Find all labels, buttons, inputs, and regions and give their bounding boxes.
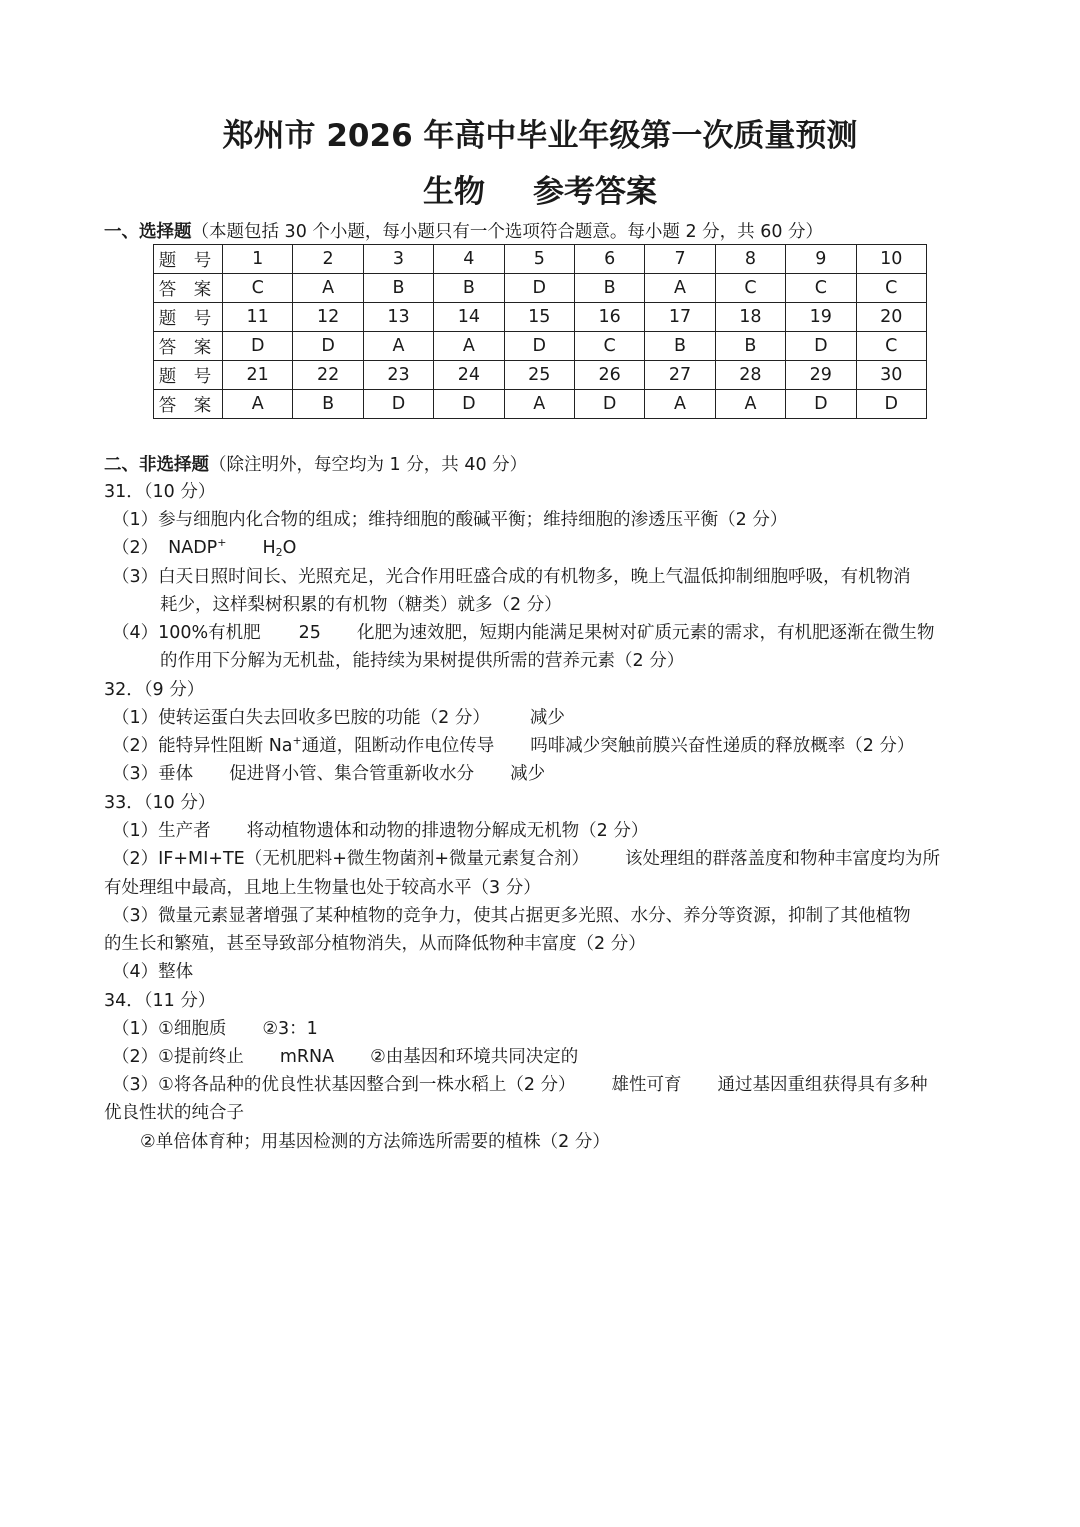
table-cell-answer: A <box>293 274 363 303</box>
table-row-answer <box>154 390 927 419</box>
table-cell-answer: D <box>574 390 644 419</box>
table-cell-answer: A <box>715 390 785 419</box>
q33-heading: 33．（10 分） <box>104 793 216 813</box>
table-cell-number: 29 <box>786 361 856 390</box>
q31-answer-2-water-o: O <box>282 538 297 558</box>
section-2-note: （除注明外，每空均为 1 分，共 40 分） <box>209 455 528 475</box>
table-cell-number: 13 <box>363 303 433 332</box>
q31-answer-3-line-1: （3）白天日照时间长、光照充足，光合作用旺盛合成的有机物多，晚上气温低抑制细胞呼吸，有机物消 <box>112 567 911 587</box>
table-cell-number: 24 <box>434 361 504 390</box>
table-cell-answer: B <box>434 274 504 303</box>
q32-answer-3 <box>112 762 545 786</box>
q32-answer-3-part-3: 减少 <box>510 764 546 784</box>
table-cell-number: 23 <box>363 361 433 390</box>
table-cell-answer: D <box>293 332 363 361</box>
table-cell-answer: B <box>574 274 644 303</box>
table-cell-number: 4 <box>434 245 504 274</box>
q34-answer-3-part-1: （3）①将各品种的优良性状基因整合到一株水稻上（2 分） <box>112 1075 576 1095</box>
table-cell-answer: D <box>434 390 504 419</box>
q34-answer-2 <box>112 1045 578 1069</box>
page-title: 郑州市 2026 年高中毕业年级第一次质量预测 <box>222 118 858 154</box>
q31-answer-2-prefix: （2） <box>112 538 159 558</box>
section-2-label: 二、非选择题 <box>104 455 209 475</box>
table-cell-number: 11 <box>223 303 293 332</box>
row-header-number: 题 号 <box>154 361 223 390</box>
q31-answer-4-line-1 <box>112 621 934 645</box>
section-1-heading <box>104 218 823 243</box>
q31-answer-3-line-2: 耗少，这样梨树积累的有机物（糖类）就多（2 分） <box>160 595 562 615</box>
table-cell-number: 22 <box>293 361 363 390</box>
table-cell-number: 1 <box>223 245 293 274</box>
q32-answer-2-part-1: （2）能特异性阻断 Na <box>112 736 293 756</box>
q34-answer-1 <box>112 1017 318 1041</box>
table-cell-number: 18 <box>715 303 785 332</box>
q31-answer-4-part-1: （4）100%有机肥 <box>112 623 261 643</box>
table-cell-number: 6 <box>574 245 644 274</box>
q33-answer-3-line-2: 的生长和繁殖，甚至导致部分植物消失，从而降低物种丰富度（2 分） <box>104 934 646 954</box>
q32-answer-2-part-2: 通道，阻断动作电位传导 <box>301 736 495 756</box>
q33-answer-1-part-1: （1）生产者 <box>112 821 211 841</box>
q31-answer-4-part-3: 化肥为速效肥，短期内能满足果树对矿质元素的需求，有机肥逐渐在微生物 <box>356 623 935 643</box>
table-cell-answer: B <box>363 274 433 303</box>
table-cell-answer: D <box>223 332 293 361</box>
q34-answer-2-part-3: ②由基因和环境共同决定的 <box>370 1047 579 1067</box>
q32-answer-2 <box>112 734 914 758</box>
q32-heading: 32．（9 分） <box>104 680 205 700</box>
table-cell-number: 14 <box>434 303 504 332</box>
q34-answer-1-part-2: ②3：1 <box>262 1019 318 1039</box>
table-cell-number: 8 <box>715 245 785 274</box>
q31-answer-2-water-subscript: 2 <box>275 546 283 559</box>
table-cell-number: 17 <box>645 303 715 332</box>
page-subtitle <box>0 166 1080 211</box>
q31-answer-2-nadp: NADP <box>168 538 218 558</box>
section-1-label: 一、选择题 <box>104 222 192 242</box>
row-header-number: 题 号 <box>154 245 223 274</box>
table-cell-answer: C <box>856 274 926 303</box>
table-cell-answer: D <box>363 390 433 419</box>
q33-answer-3-line-1: （3）微量元素显著增强了某种植物的竞争力，使其占据更多光照、水分、养分等资源，抑制了其他植物 <box>112 906 911 926</box>
q33-answer-2-part-2: 该处理组的群落盖度和物种丰富度均为所 <box>625 849 941 869</box>
q33-answer-1 <box>112 819 648 843</box>
row-header-answer: 答 案 <box>154 390 223 419</box>
multiple-choice-answer-table <box>153 244 927 419</box>
q34-answer-3-line-3: ②单倍体育种；用基因检测的方法筛选所需要的植株（2 分） <box>140 1132 610 1152</box>
table-cell-number: 7 <box>645 245 715 274</box>
table-cell-number: 27 <box>645 361 715 390</box>
table-row-number <box>154 361 927 390</box>
table-cell-answer: B <box>715 332 785 361</box>
q31-answer-1: （1）参与细胞内化合物的组成；维持细胞的酸碱平衡；维持细胞的渗透压平衡（2 分） <box>112 510 788 530</box>
table-cell-number: 5 <box>504 245 574 274</box>
table-cell-answer: D <box>786 390 856 419</box>
q32-answer-3-part-1: （3）垂体 <box>112 764 194 784</box>
section-1-note: （本题包括 30 个小题，每小题只有一个选项符合题意。每小题 2 分，共 60 分） <box>191 222 824 242</box>
table-cell-number: 20 <box>856 303 926 332</box>
q32-answer-3-part-2: 促进肾小管、集合管重新收水分 <box>229 764 475 784</box>
table-cell-answer: B <box>645 332 715 361</box>
table-cell-answer: C <box>786 274 856 303</box>
table-cell-number: 15 <box>504 303 574 332</box>
answer-key-label: 参考答案 <box>533 174 657 210</box>
table-cell-number: 16 <box>574 303 644 332</box>
q31-answer-2-nadp-charge: + <box>217 536 227 549</box>
q34-answer-1-part-1: （1）①细胞质 <box>112 1019 227 1039</box>
q31-heading: 31．（10 分） <box>104 482 216 502</box>
table-cell-answer: A <box>363 332 433 361</box>
section-2-heading <box>104 451 527 476</box>
q32-answer-2-part-3: 吗啡减少突触前膜兴奋性递质的释放概率（2 分） <box>530 736 915 756</box>
table-row-number <box>154 245 927 274</box>
table-cell-number: 30 <box>856 361 926 390</box>
q33-answer-2-part-1: （2）IF+MI+TE（无机肥料+微生物菌剂+微量元素复合剂） <box>112 849 590 869</box>
table-cell-number: 19 <box>786 303 856 332</box>
table-cell-number: 25 <box>504 361 574 390</box>
table-cell-answer: C <box>715 274 785 303</box>
row-header-number: 题 号 <box>154 303 223 332</box>
table-cell-number: 3 <box>363 245 433 274</box>
q32-answer-1-part-2: 减少 <box>529 708 565 728</box>
table-cell-number: 26 <box>574 361 644 390</box>
table-row-answer <box>154 274 927 303</box>
table-cell-answer: A <box>504 390 574 419</box>
q31-answer-2 <box>112 536 296 560</box>
q34-answer-2-part-1: （2）①提前终止 <box>112 1047 244 1067</box>
table-cell-answer: D <box>786 332 856 361</box>
table-cell-answer: D <box>856 390 926 419</box>
q33-answer-1-part-2: 将动植物遗体和动物的排遗物分解成无机物（2 分） <box>246 821 649 841</box>
table-cell-number: 9 <box>786 245 856 274</box>
q34-answer-2-part-2: mRNA <box>279 1047 335 1067</box>
q31-answer-4-line-2: 的作用下分解为无机盐，能持续为果树提供所需的营养元素（2 分） <box>160 651 685 671</box>
q33-answer-4: （4）整体 <box>112 962 194 982</box>
table-cell-number: 10 <box>856 245 926 274</box>
table-cell-number: 12 <box>293 303 363 332</box>
row-header-answer: 答 案 <box>154 274 223 303</box>
table-cell-answer: B <box>293 390 363 419</box>
table-cell-number: 2 <box>293 245 363 274</box>
table-cell-answer: D <box>504 274 574 303</box>
q34-answer-3-part-3: 通过基因重组获得具有多种 <box>717 1075 928 1095</box>
table-cell-answer: D <box>504 332 574 361</box>
table-cell-answer: C <box>856 332 926 361</box>
q31-answer-2-water-h: H <box>262 538 276 558</box>
subject-label: 生物 <box>423 174 485 210</box>
q33-answer-2-line-1 <box>112 847 940 871</box>
table-cell-number: 21 <box>223 361 293 390</box>
table-cell-answer: A <box>223 390 293 419</box>
table-row-number <box>154 303 927 332</box>
table-row-answer <box>154 332 927 361</box>
q33-answer-2-line-2: 有处理组中最高，且地上生物量也处于较高水平（3 分） <box>104 878 541 898</box>
q34-heading: 34．（11 分） <box>104 991 216 1011</box>
q32-answer-2-sodium-charge: + <box>292 734 302 747</box>
table-cell-answer: A <box>434 332 504 361</box>
q34-answer-3-line-1 <box>112 1073 928 1097</box>
table-cell-answer: A <box>645 390 715 419</box>
q34-answer-3-part-2: 雄性可育 <box>611 1075 682 1095</box>
table-cell-number: 28 <box>715 361 785 390</box>
table-cell-answer: C <box>223 274 293 303</box>
q31-answer-4-part-2: 25 <box>298 623 321 643</box>
table-cell-answer: C <box>574 332 644 361</box>
table-cell-answer: A <box>645 274 715 303</box>
q32-answer-1 <box>112 706 565 730</box>
row-header-answer: 答 案 <box>154 332 223 361</box>
q34-answer-3-line-2: 优良性状的纯合子 <box>104 1103 244 1123</box>
q32-answer-1-part-1: （1）使转运蛋白失去回收多巴胺的功能（2 分） <box>112 708 490 728</box>
